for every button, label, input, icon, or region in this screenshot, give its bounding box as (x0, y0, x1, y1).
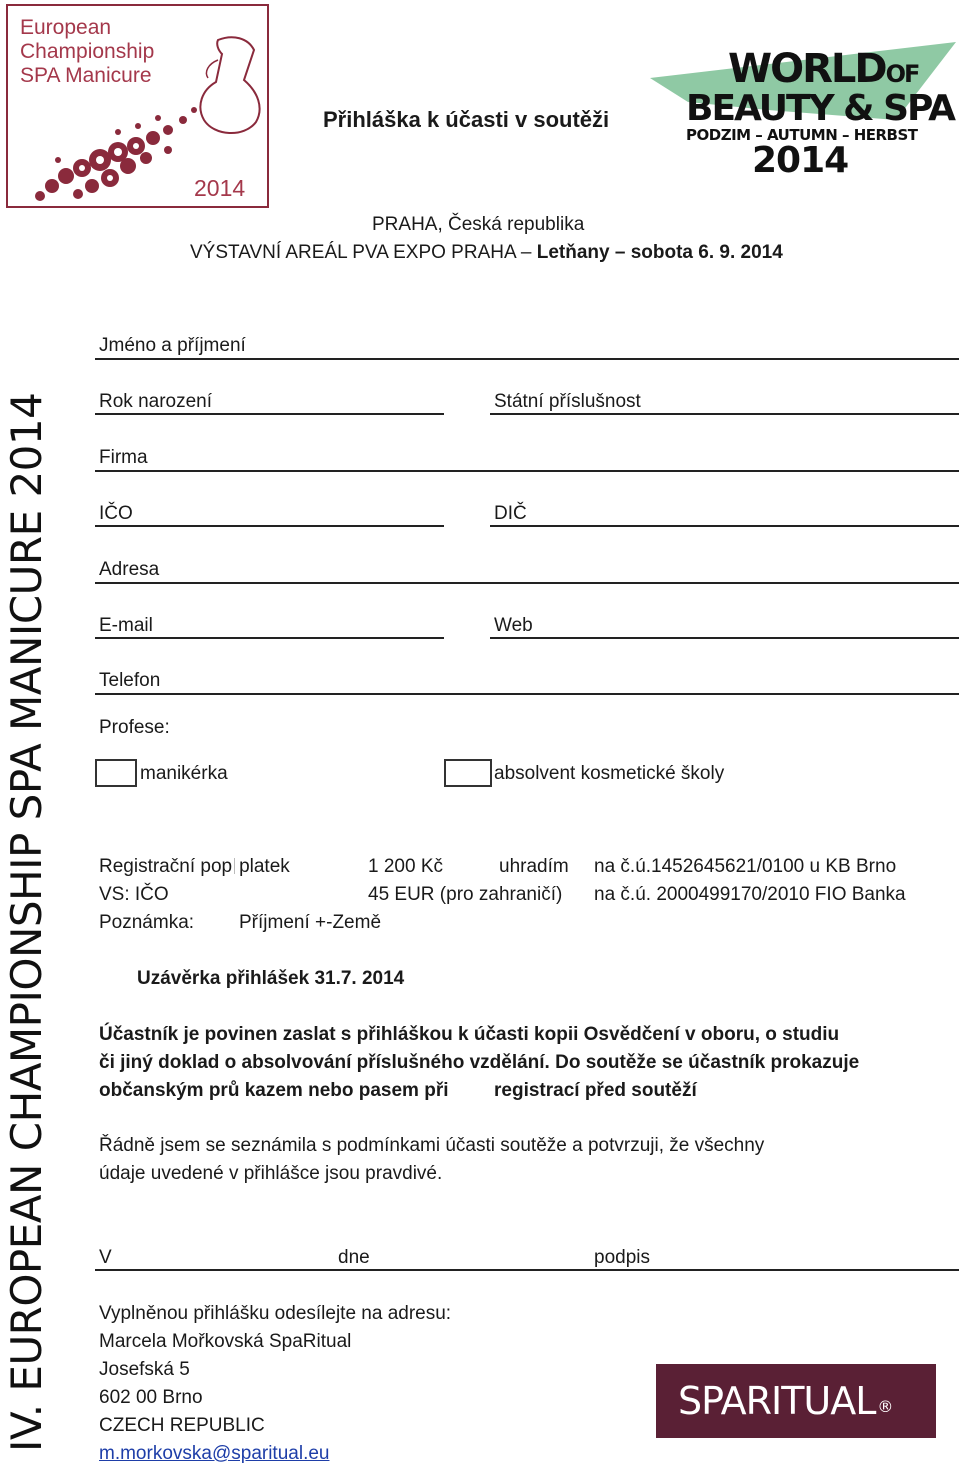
requirement-line-3a: občanským prů kazem nebo pasem při (99, 1080, 449, 1101)
requirement-line-3b: registrací před soutěží (494, 1080, 697, 1101)
world-of-beauty-logo (648, 40, 958, 180)
note-label: Poznámka: (99, 912, 195, 933)
sparitual-text (678, 1379, 892, 1423)
nationality-label: Státní příslušnost (494, 391, 641, 412)
declaration-line-2: údaje uvedené v přihlášce jsou pravdivé. (99, 1163, 443, 1184)
wob-line-2: BEAUTY & SPA (686, 88, 954, 129)
logo-line-3: SPA Manicure (20, 64, 152, 87)
form-title: Přihláška k účasti v soutěži (323, 107, 610, 132)
note-value: Příjmení +-Země (239, 912, 382, 933)
logo-year: 2014 (194, 175, 246, 201)
fee-label (99, 856, 290, 878)
profession-label: Profese: (99, 717, 170, 738)
birth-label: Rok narození (99, 391, 213, 412)
email-label: E-mail (99, 615, 153, 636)
web-field[interactable] (490, 637, 959, 639)
declaration-line-1: Řádně jsem se seznámila s podmínkami účasti soutěže a potvrzuji, že všechny (99, 1135, 765, 1156)
manicurist-checkbox[interactable] (95, 759, 137, 787)
web-label: Web (494, 615, 533, 636)
fee-czk: 1 200 Kč (368, 856, 443, 877)
send-country: CZECH REPUBLIC (99, 1415, 265, 1436)
ico-label: IČO (99, 503, 133, 524)
sparitual-logo (656, 1364, 936, 1438)
name-label: Jméno a příjmení (99, 335, 246, 356)
name-field[interactable] (95, 358, 959, 360)
signature-label: podpis (594, 1247, 650, 1268)
address-label: Adresa (99, 559, 160, 580)
graduate-checkbox[interactable] (444, 759, 492, 787)
venue-text (190, 242, 783, 264)
graduate-option-label: absolvent kosmetické školy (494, 763, 725, 784)
wob-world: WORLD (728, 46, 886, 92)
send-street: Josefská 5 (99, 1359, 190, 1380)
ico-field[interactable] (95, 525, 444, 527)
account-czk: na č.ú.1452645621/0100 u KB Brno (594, 856, 897, 877)
send-city: 602 00 Brno (99, 1387, 203, 1408)
phone-field[interactable] (95, 693, 959, 695)
requirement-line-2: či jiný doklad o absolvování příslušného vzdělání. Do soutěže se účastník prokazuje (99, 1052, 860, 1073)
date-label: dne (338, 1247, 370, 1268)
ecsm-logo (6, 4, 269, 208)
manicurist-option-label: manikérka (140, 763, 228, 784)
signature-field[interactable] (95, 1269, 959, 1271)
wob-line-3: PODZIM – AUTUMN – HERBST (686, 126, 918, 144)
nationality-field[interactable] (490, 413, 959, 415)
birth-field[interactable] (95, 413, 444, 415)
send-email-link[interactable]: m.morkovska@sparitual.eu (99, 1443, 330, 1464)
email-field[interactable] (95, 637, 444, 639)
send-name: Marcela Mořkovská SpaRitual (99, 1331, 352, 1352)
company-field[interactable] (95, 470, 959, 472)
logo-line-1: European (20, 16, 112, 39)
fee-label-divider (234, 858, 235, 874)
fee-label-part2: platek (239, 856, 290, 877)
dic-label: DIČ (494, 503, 527, 524)
send-intro: Vyplněnou přihlášku odesílejte na adresu: (99, 1303, 452, 1324)
company-label: Firma (99, 447, 148, 468)
logo-line-2: Championship (20, 40, 155, 63)
wob-of: OF (885, 60, 919, 88)
account-eur: na č.ú. 2000499170/2010 FIO Banka (594, 884, 906, 905)
requirement-line-1: Účastník je povinen zaslat s přihláškou k účasti kopii Osvědčení v oboru, o studiu (99, 1024, 840, 1045)
venue-regular: VÝSTAVNÍ AREÁL PVA EXPO PRAHA – (190, 242, 537, 263)
venue-bold: Letňany – sobota 6. 9. 2014 (536, 242, 783, 263)
sparitual-reg-mark: ® (877, 1397, 893, 1416)
vs-label: VS: IČO (99, 884, 169, 905)
wob-line-4: 2014 (752, 140, 849, 181)
sparitual-wordmark: SPARITUAL (678, 1379, 876, 1423)
fee-eur: 45 EUR (pro zahraničí) (368, 884, 563, 905)
pay-word: uhradím (499, 856, 569, 877)
deadline-text: Uzávěrka přihlášek 31.7. 2014 (137, 968, 405, 989)
fee-label-part1: Registrační pop (99, 856, 233, 877)
side-title: IV. EUROPEAN CHAMPIONSHIP SPA MANICURE 2014 (2, 392, 51, 1452)
wob-line-1 (728, 46, 918, 92)
dic-field[interactable] (490, 525, 959, 527)
location-text: PRAHA, Česká republika (372, 214, 585, 235)
address-field[interactable] (95, 582, 959, 584)
phone-label: Telefon (99, 670, 161, 691)
place-label: V (99, 1247, 112, 1268)
